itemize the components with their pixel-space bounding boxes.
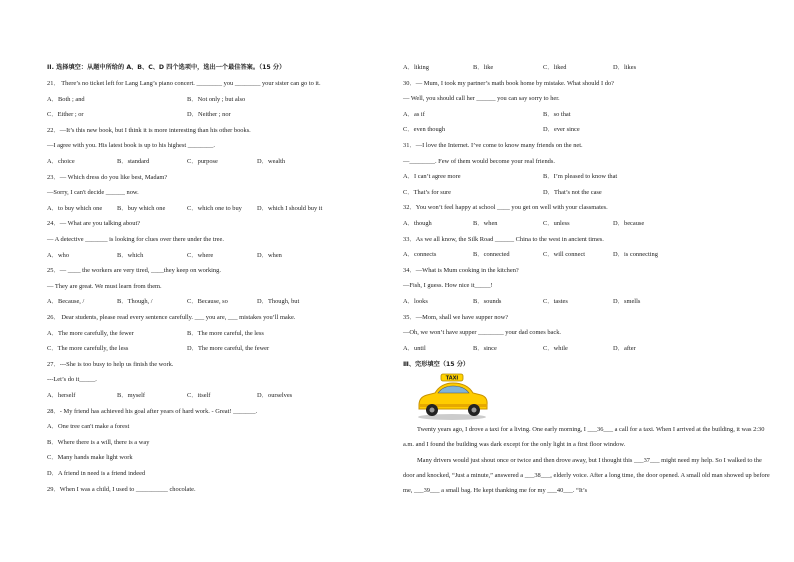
- answer-option: D．ourselves: [257, 392, 293, 399]
- question-stem: 31．—I love the Internet. I’ve come to know many friends on the net.: [403, 142, 583, 149]
- question-stem: — A detective _______ is looking for clues over there under the tree.: [47, 236, 224, 243]
- answer-option: A．I can’t agree more: [403, 173, 461, 181]
- answer-option: A．looks: [403, 298, 428, 305]
- answer-option: D．Though, but: [257, 298, 300, 306]
- answer-option: D．which I should buy it: [257, 204, 323, 212]
- answer-option: A．herself: [47, 392, 76, 399]
- question-stem: ---Let’s do it_____.: [47, 376, 97, 384]
- answer-option: B．sounds: [473, 298, 502, 305]
- answer-option: B．standard: [117, 158, 150, 165]
- answer-option: B．buy which one: [117, 204, 166, 212]
- question-stem: 24．— What are you talking about?: [47, 220, 141, 228]
- answer-option: D．That’s not the case: [543, 188, 602, 196]
- question-stem: —________. Few of them would become your real friends.: [403, 157, 555, 165]
- taxi-sign-text: TAXI: [445, 375, 459, 382]
- question-stem: 33．As we all know, the Silk Road ______ China to the west in ancient times.: [403, 235, 604, 243]
- question-stem: —Sorry, I can't decide ______ now.: [47, 189, 139, 197]
- question-stem: 21． There’s no ticket left for Lang Lang’s piano concert. ________ you ________ your sister can go to it.: [47, 80, 321, 87]
- answer-option: C．even though: [403, 126, 446, 134]
- answer-option: B．Not only ; but also: [187, 95, 246, 103]
- question-stem: 22．—It’s this new book, but I think it is more interesting than his other books.: [47, 126, 251, 134]
- answer-option: C．The more carefully, the less: [47, 345, 129, 353]
- answer-option: A．One tree can't make a forest: [47, 423, 130, 431]
- question-stem: —I agree with you. His latest book is up to his highest ________.: [47, 142, 215, 150]
- left-column: [0, 0, 380, 562]
- section-title: II. 选择填空：从题中所给的 A、B、C、D 四个选项中，选出一个最佳答案。（15 分）: [47, 64, 286, 71]
- answer-option: C．unless: [543, 220, 570, 227]
- answer-option: C．tastes: [543, 298, 568, 305]
- answer-option: B．The more careful, the less: [187, 329, 264, 337]
- question-stem: 34．—What is Mum cooking in the kitchen?: [403, 266, 519, 274]
- answer-option: B．I’m pleased to know that: [543, 173, 618, 181]
- answer-option: C．where: [187, 251, 214, 259]
- taxi-illustration: [413, 371, 491, 421]
- answer-option: D．when: [257, 251, 282, 259]
- question-stem: 28．- My friend has achieved his goal after years of hard work. - Great! _______.: [47, 407, 258, 415]
- answer-option: A．to buy which one: [47, 204, 103, 212]
- answer-option: D．likes: [613, 64, 637, 71]
- answer-option: C．will connect: [543, 251, 586, 259]
- answer-option: A．Both ; and: [47, 95, 85, 103]
- question-stem: 30．— Mum, I took my partner’s math book home by mistake. What should I do?: [403, 79, 614, 87]
- answer-option: B．which: [117, 251, 144, 259]
- answer-option: D．smells: [613, 298, 641, 305]
- answer-option: B．Where there is a will, there is a way: [47, 438, 150, 446]
- question-stem: 25．— ____ the workers are very tired, ____they keep on working.: [47, 267, 221, 275]
- answer-option: A．choice: [47, 158, 75, 165]
- question-stem: — Well, you should call her ______ you can say sorry to her.: [403, 95, 560, 103]
- answer-option: B．since: [473, 344, 497, 352]
- answer-option: A．though: [403, 220, 432, 227]
- answer-option: A．until: [403, 344, 426, 352]
- answer-option: C．which one to buy: [187, 204, 242, 212]
- answer-option: A．liking: [403, 64, 429, 71]
- question-stem: 29．When I was a child, I used to __________ chocolate.: [47, 485, 196, 493]
- answer-option: D．The more careful, the fewer: [187, 345, 270, 353]
- answer-option: D．is connecting: [613, 251, 658, 259]
- question-stem: 26． Dear students, please read every sentence carefully. ___ you are, ___ mistakes you’ll make.: [47, 314, 296, 321]
- answer-option: C．Many hands make light work: [47, 454, 133, 462]
- question-stem: — They are great. We must learn from them.: [47, 282, 162, 290]
- answer-option: C．Because, so: [187, 298, 228, 306]
- cloze-paragraph-1: Twenty years ago, I drove a taxi for a living. One early morning, I ___36___ a call for a taxi. When I arrived at the building, it was 2:30 a.m. and I found the building was dark except for the only light in a first floor window.: [403, 426, 765, 449]
- answer-option: B．like: [473, 64, 494, 71]
- answer-option: C．itself: [187, 392, 211, 399]
- cloze-paragraph-2: Many drivers would just shout once or twice and then drove away, but I thought this ___37___ might need my help. So I walked to the door and knocked, “Just a minute,” answered a ___38___, elderly voice. After a long time, the door opened. A small old man showed up before me, ___39___ a small bag. He kept thanking me for my ___40___. “It’s: [403, 456, 770, 495]
- answer-option: A．connects: [403, 251, 437, 259]
- answer-option: B．so that: [543, 110, 571, 118]
- answer-option: B．myself: [117, 392, 146, 399]
- cloze-passage: [403, 422, 773, 498]
- answer-option: C．Either ; or: [47, 111, 84, 119]
- answer-option: A．as if: [403, 110, 425, 118]
- answer-option: A．who: [47, 251, 70, 259]
- question-stem: —Fish, I guess. How nice it_____!: [403, 282, 493, 290]
- answer-option: C．That’s for sure: [403, 188, 451, 196]
- question-stem: 35．—Mom, shall we have supper now?: [403, 313, 509, 321]
- answer-option: D．A friend in need is a friend indeed: [47, 470, 146, 477]
- answer-option: A．Because, /: [47, 298, 85, 306]
- answer-option: D．because: [613, 220, 645, 227]
- answer-option: C．liked: [543, 64, 567, 71]
- answer-option: B．connected: [473, 251, 510, 259]
- answer-option: C．purpose: [187, 158, 218, 165]
- answer-option: D．Neither ; nor: [187, 111, 231, 119]
- answer-option: B．when: [473, 220, 498, 227]
- question-stem: 32．You won’t feel happy at school ____ you get on well with your classmates.: [403, 204, 608, 212]
- question-stem: 23．— Which dress do you like best, Madam?: [47, 173, 168, 181]
- question-stem: —Oh, we won’t have supper ________ your dad comes back.: [403, 329, 562, 337]
- answer-option: D．after: [613, 344, 636, 352]
- answer-option: D．ever since: [543, 126, 580, 134]
- answer-option: C．while: [543, 344, 568, 352]
- section-title: Ⅲ、完形填空（15 分）: [403, 361, 470, 369]
- answer-option: B．Though, /: [117, 298, 153, 306]
- question-stem: 27．---She is too busy to help us finish the work.: [47, 360, 174, 368]
- answer-option: A．The more carefully, the fewer: [47, 329, 134, 337]
- answer-option: D．wealth: [257, 158, 286, 165]
